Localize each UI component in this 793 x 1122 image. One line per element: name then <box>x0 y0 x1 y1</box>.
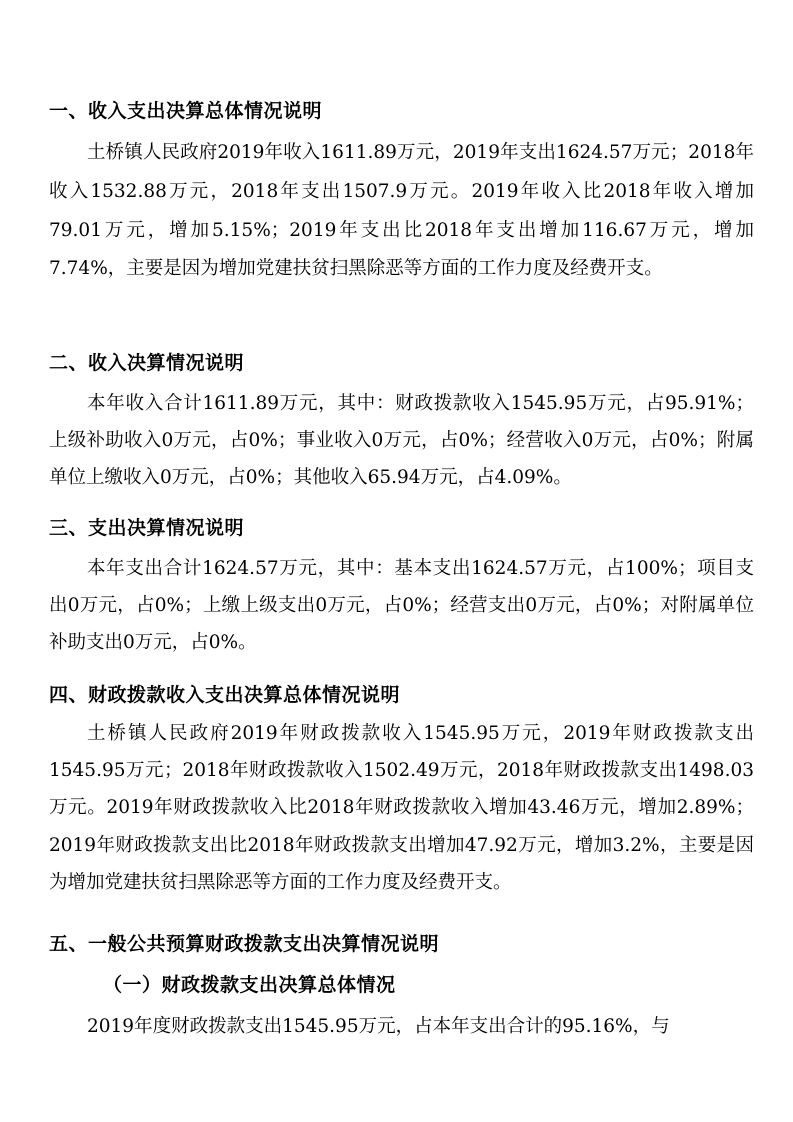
section-2-body: 本年收入合计1611.89万元，其中：财政拨款收入1545.95万元，占95.91%；上级补助收入0万元，占0%；事业收入0万元，占0%；经营收入0万元，占0%；附属单位上缴收入0万元，占0%；其他收入65.94万元，占4.09%。 <box>49 393 754 489</box>
section-2-heading: 二、收入决算情况说明 <box>49 352 245 374</box>
section-1-body: 土桥镇人民政府2019年收入1611.89万元，2019年支出1624.57万元；2018年收入1532.88万元，2018年支出1507.9万元。2019年收入比2018年收入增加79.01万元，增加5.15%；2019年支出比2018年支出增加116.67万元，增加7.74%，主要是因为增加党建扶贫扫黑除恶等方面的工作力度及经费开支。 <box>49 142 754 280</box>
section-3-heading: 三、支出决算情况说明 <box>49 517 245 539</box>
section-5-heading: 五、一般公共预算财政拨款支出决算情况说明 <box>49 933 440 955</box>
section-4-body: 土桥镇人民政府2019年财政拨款收入1545.95万元，2019年财政拨款支出1545.95万元；2018年财政拨款收入1502.49万元，2018年财政拨款支出1498.03万元。2019年财政拨款收入比2018年财政拨款收入增加43.46万元，增加2.89%；2019年财政拨款支出比2018年财政拨款支出增加47.92万元，增加3.2%，主要是因为增加党建扶贫扫黑除恶等方面的工作力度及经费开支。 <box>49 723 754 893</box>
section-5-subheading: （一）财政拨款支出决算总体情况 <box>103 974 396 996</box>
section-3-body: 本年支出合计1624.57万元，其中：基本支出1624.57万元，占100%；项目支出0万元，占0%；上缴上级支出0万元，占0%；经营支出0万元，占0%；对附属单位补助支出0万元，占0%。 <box>49 558 754 654</box>
section-4-heading: 四、财政拨款收入支出决算总体情况说明 <box>49 684 401 706</box>
section-1-heading: 一、收入支出决算总体情况说明 <box>49 100 323 122</box>
section-5-body: 2019年度财政拨款支出1545.95万元，占本年支出合计的95.16%，与 <box>87 1016 670 1037</box>
